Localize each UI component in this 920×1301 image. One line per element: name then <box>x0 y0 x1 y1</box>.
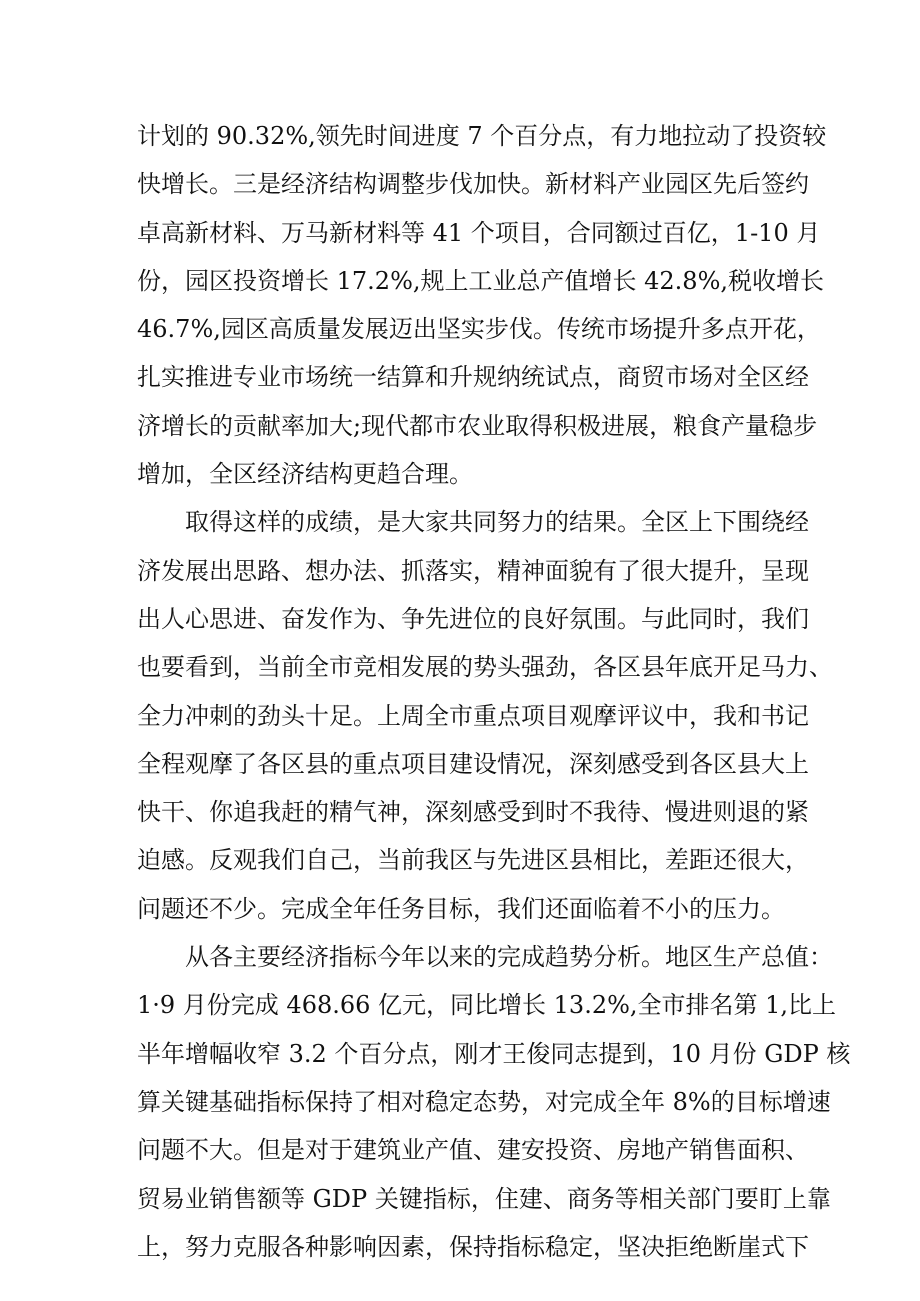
text-line: 也要看到，当前全市竞相发展的势头强劲，各区县年底开足马力、 <box>137 653 833 682</box>
text-line: 济发展出思路、想办法、抓落实，精神面貌有了很大提升，呈现 <box>137 556 809 585</box>
text-line: 从各主要经济指标今年以来的完成趋势分析。地区生产总值： <box>185 943 833 972</box>
text-line: 迫感。反观我们自己，当前我区与先进区县相比，差距还很大， <box>137 846 809 875</box>
text-line: 算关键基础指标保持了相对稳定态势，对完成全年 8%的目标增速 <box>137 1087 831 1116</box>
text-line: 扎实推进专业市场统一结算和升规纳统试点，商贸市场对全区经 <box>137 363 809 392</box>
text-line: 卓高新材料、万马新材料等 41 个项目，合同额过百亿，1-10 月 <box>137 218 821 247</box>
text-line: 半年增幅收窄 3.2 个百分点，刚才王俊同志提到，10 月份 GDP 核 <box>137 1039 851 1068</box>
text-line: 出人心思进、奋发作为、争先进位的良好氛围。与此同时，我们 <box>137 604 809 633</box>
text-line: 济增长的贡献率加大;现代都市农业取得积极进展，粮食产量稳步 <box>137 411 818 440</box>
text-line: 计划的 90.32%,领先时间进度 7 个百分点，有力地拉动了投资较 <box>137 122 827 150</box>
text-line: 份，园区投资增长 17.2%,规上工业总产值增长 42.8%,税收增长 <box>137 266 824 295</box>
text-line: 问题还不少。完成全年任务目标，我们还面临着不小的压力。 <box>137 894 785 923</box>
text-line: 全力冲刺的劲头十足。上周全市重点项目观摩评议中，我和书记 <box>137 701 809 730</box>
text-line: 取得这样的成绩，是大家共同努力的结果。全区上下围绕经 <box>185 508 809 537</box>
text-line: 46.7%,园区高质量发展迈出坚实步伐。传统市场提升多点开花， <box>137 315 821 344</box>
text-line: 增加，全区经济结构更趋合理。 <box>137 460 473 489</box>
text-line: 全程观摩了各区县的重点项目建设情况，深刻感受到各区县大上 <box>137 749 809 778</box>
text-line: 贸易业销售额等 GDP 关键指标，住建、商务等相关部门要盯上靠 <box>137 1184 831 1213</box>
text-line: 1·9 月份完成 468.66 亿元，同比增长 13.2%,全市排名第 1,比上 <box>137 991 837 1020</box>
text-line: 上，努力克服各种影响因素，保持指标稳定，坚决拒绝断崖式下 <box>137 1232 809 1261</box>
text-line: 快增长。三是经济结构调整步伐加快。新材料产业园区先后签约 <box>137 170 809 199</box>
text-line: 快干、你追我赶的精气神，深刻感受到时不我待、慢进则退的紧 <box>137 798 809 827</box>
text-line: 问题不大。但是对于建筑业产值、建安投资、房地产销售面积、 <box>137 1136 809 1165</box>
body-text <box>137 112 851 1271</box>
